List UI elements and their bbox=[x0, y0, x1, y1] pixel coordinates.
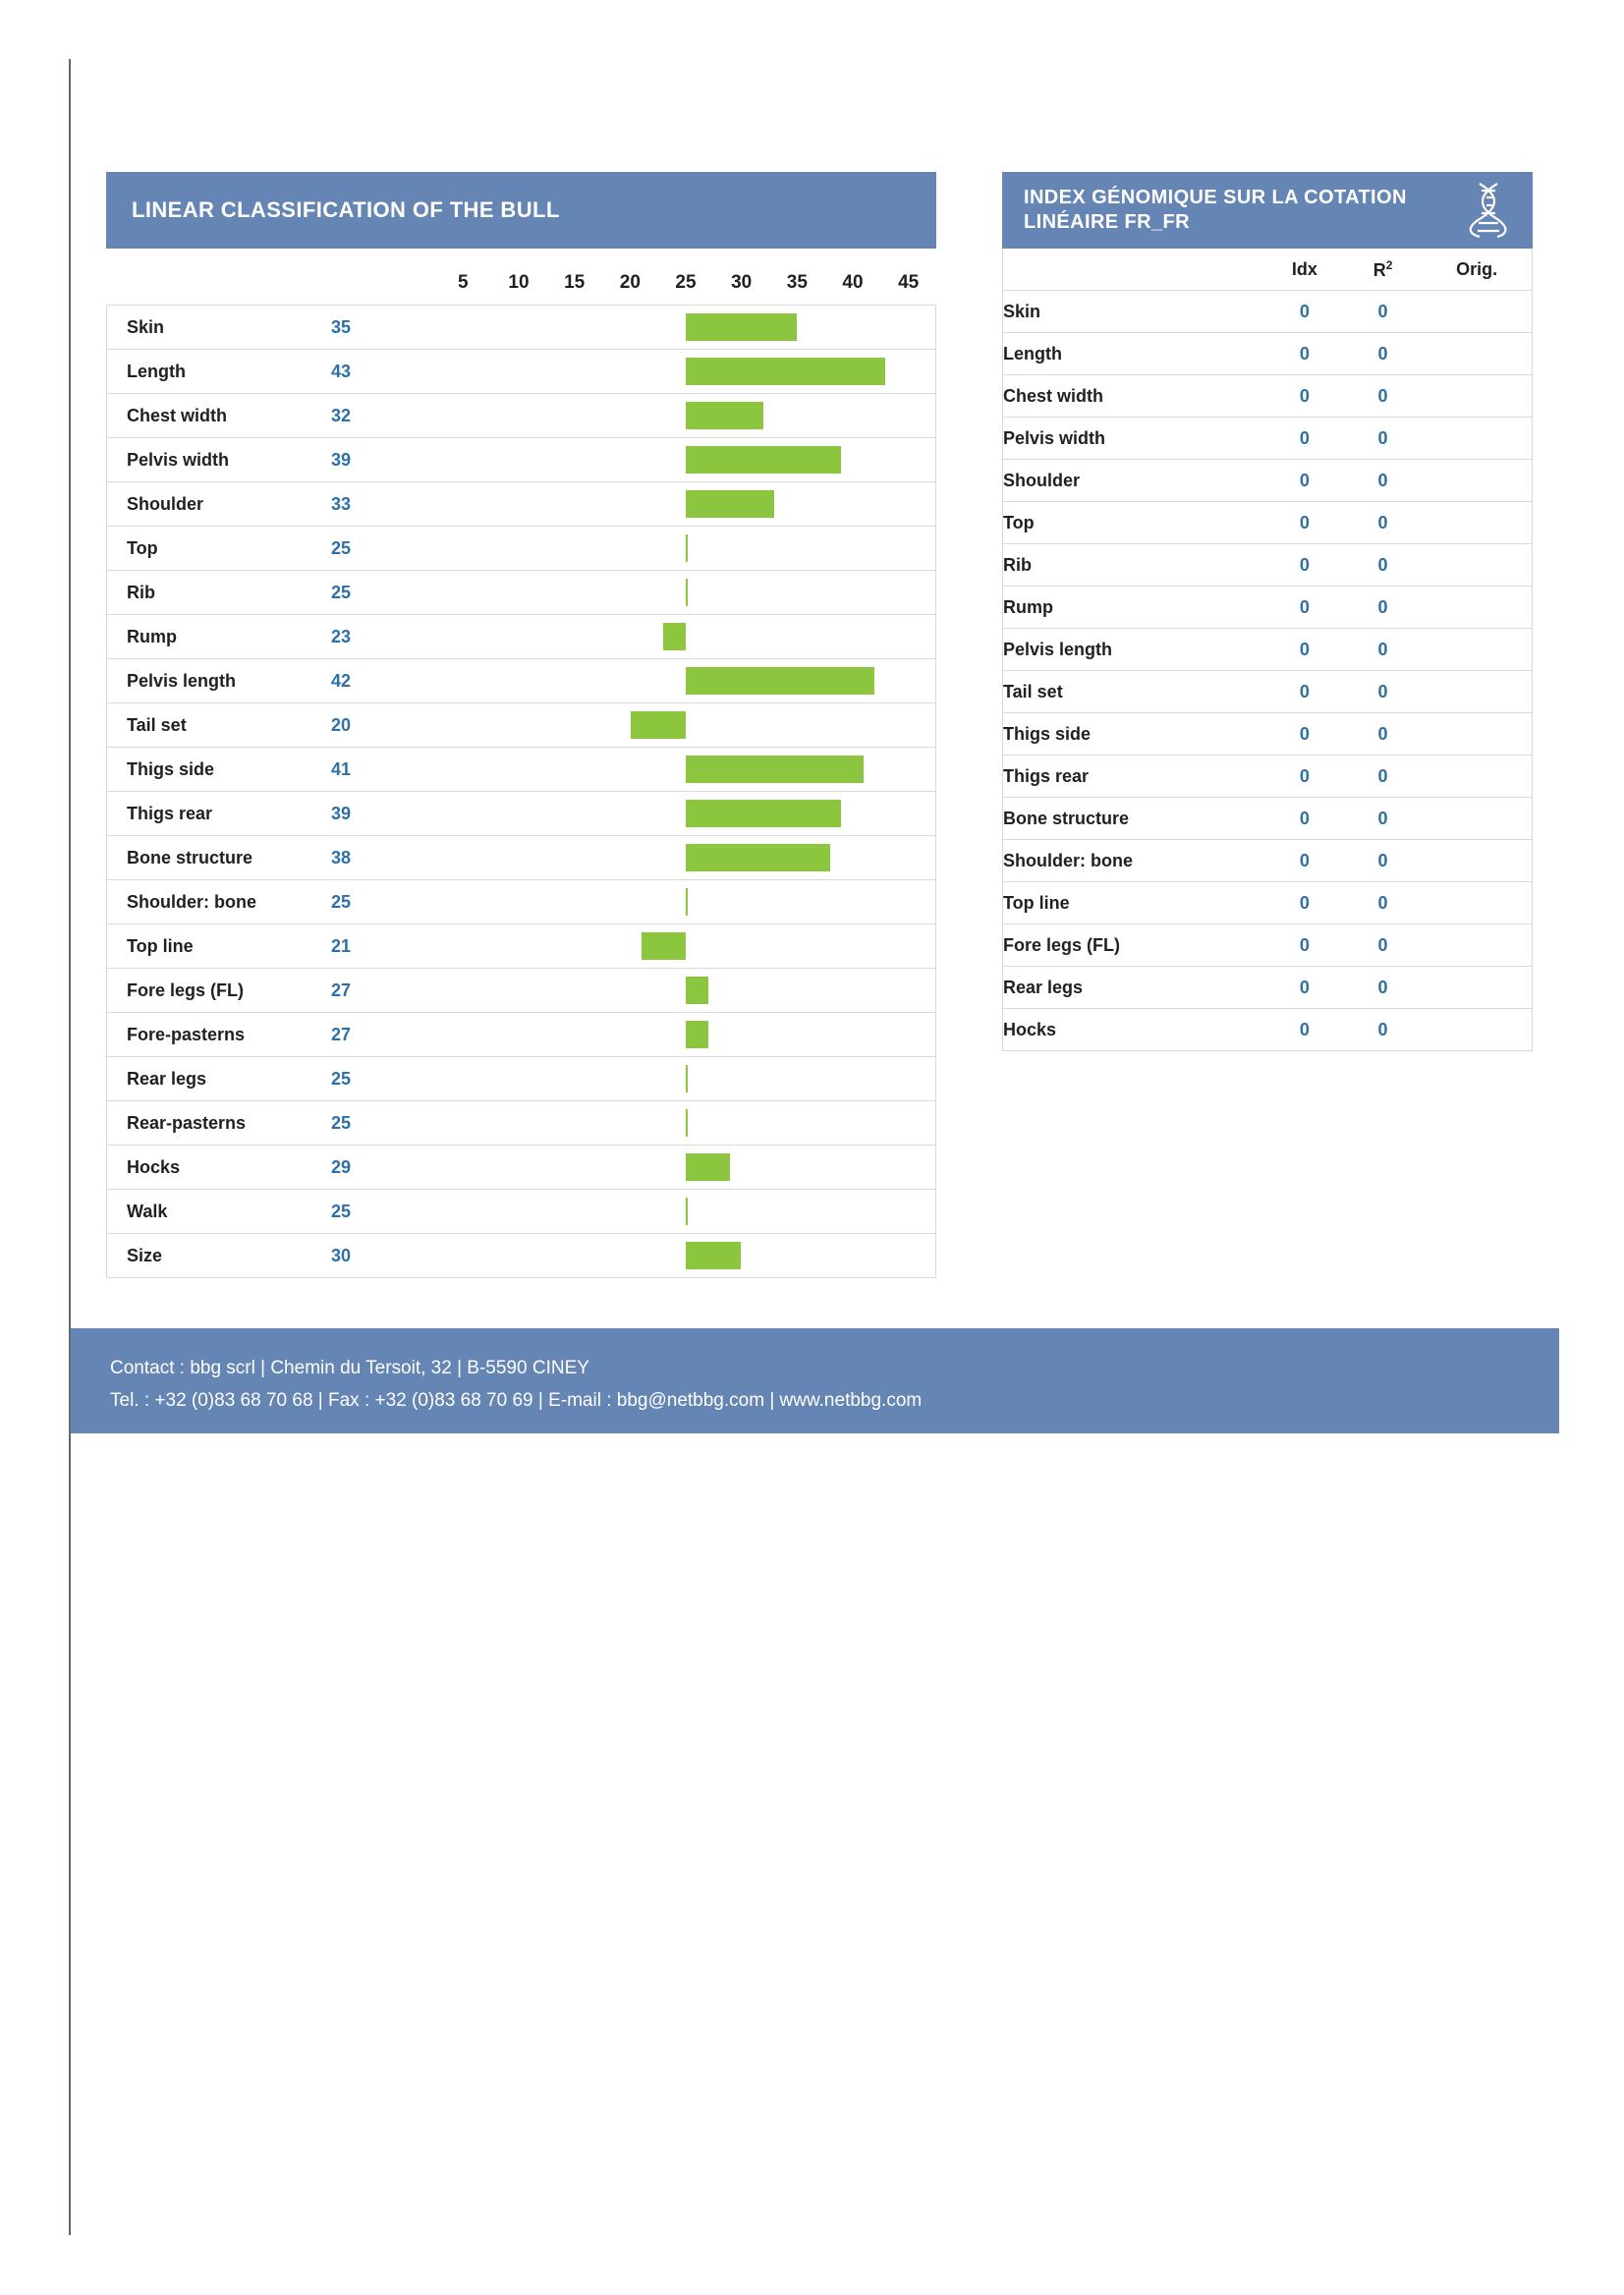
bar-track bbox=[436, 1101, 935, 1145]
trait-value: 43 bbox=[331, 361, 352, 381]
trait-value: 39 bbox=[331, 449, 352, 470]
bar-track bbox=[436, 792, 935, 835]
trait-bar bbox=[686, 490, 774, 518]
index-trait-label: Chest width bbox=[1003, 375, 1266, 418]
linear-row bbox=[107, 305, 935, 349]
trait-bar bbox=[686, 667, 874, 695]
trait-bar bbox=[686, 1242, 741, 1269]
index-r2-value: 0 bbox=[1344, 840, 1423, 882]
index-orig-value bbox=[1422, 713, 1532, 756]
index-r2-value: 0 bbox=[1344, 375, 1423, 418]
index-trait-label: Rump bbox=[1003, 587, 1266, 629]
index-r2-value: 0 bbox=[1344, 924, 1423, 967]
table-row bbox=[1003, 840, 1533, 882]
bar-track bbox=[436, 394, 935, 437]
trait-value: 29 bbox=[331, 1156, 352, 1177]
index-orig-value bbox=[1422, 756, 1532, 798]
index-orig-value bbox=[1422, 544, 1532, 587]
trait-value: 25 bbox=[331, 891, 352, 912]
bar-track bbox=[436, 571, 935, 614]
linear-row bbox=[107, 570, 935, 614]
trait-value: 30 bbox=[331, 1245, 352, 1265]
trait-value: 25 bbox=[331, 537, 352, 558]
trait-label: Size bbox=[127, 1245, 163, 1265]
bar-track bbox=[436, 703, 935, 747]
linear-row bbox=[107, 1056, 935, 1100]
index-r2-value: 0 bbox=[1344, 502, 1423, 544]
bar-track bbox=[436, 482, 935, 526]
index-orig-value bbox=[1422, 1009, 1532, 1051]
table-row bbox=[1003, 798, 1533, 840]
linear-scale-axis bbox=[106, 249, 936, 305]
table-row bbox=[1003, 713, 1533, 756]
index-r2-value: 0 bbox=[1344, 460, 1423, 502]
linear-row bbox=[107, 437, 935, 481]
index-trait-label: Top bbox=[1003, 502, 1266, 544]
trait-bar bbox=[686, 534, 688, 562]
index-table-header-row bbox=[1003, 249, 1533, 291]
linear-row bbox=[107, 747, 935, 791]
bar-track bbox=[436, 1013, 935, 1056]
trait-label: Shoulder: bone bbox=[127, 891, 256, 912]
index-trait-label: Shoulder: bone bbox=[1003, 840, 1266, 882]
bar-track bbox=[436, 438, 935, 481]
trait-value: 20 bbox=[331, 714, 352, 735]
index-trait-label: Skin bbox=[1003, 291, 1266, 333]
trait-label: Fore legs (FL) bbox=[127, 980, 245, 1000]
trait-value: 33 bbox=[331, 493, 352, 514]
bar-track bbox=[436, 350, 935, 393]
trait-label: Rear legs bbox=[127, 1068, 207, 1089]
index-panel-header bbox=[1002, 172, 1533, 249]
linear-classification-panel bbox=[106, 172, 936, 1278]
index-r2-value: 0 bbox=[1344, 333, 1423, 375]
table-row bbox=[1003, 587, 1533, 629]
index-orig-value bbox=[1422, 375, 1532, 418]
bar-track bbox=[436, 1146, 935, 1189]
bar-track bbox=[436, 1234, 935, 1277]
trait-label: Thigs rear bbox=[127, 803, 213, 823]
trait-label: Rear-pasterns bbox=[127, 1112, 247, 1133]
trait-bar bbox=[686, 756, 864, 783]
trait-label: Thigs side bbox=[127, 758, 215, 779]
index-r2-value: 0 bbox=[1344, 798, 1423, 840]
trait-bar bbox=[686, 579, 688, 606]
trait-label: Rib bbox=[127, 582, 155, 602]
index-trait-label: Pelvis length bbox=[1003, 629, 1266, 671]
index-orig-value bbox=[1422, 333, 1532, 375]
linear-row bbox=[107, 1012, 935, 1056]
trait-bar bbox=[686, 402, 763, 429]
index-idx-value: 0 bbox=[1265, 629, 1344, 671]
index-trait-label: Thigs rear bbox=[1003, 756, 1266, 798]
table-row bbox=[1003, 1009, 1533, 1051]
bar-track bbox=[436, 748, 935, 791]
trait-label: Chest width bbox=[127, 405, 227, 425]
index-orig-value bbox=[1422, 502, 1532, 544]
trait-bar bbox=[686, 977, 708, 1004]
trait-value: 42 bbox=[331, 670, 352, 691]
scale-tick: 20 bbox=[619, 272, 641, 293]
table-row bbox=[1003, 333, 1533, 375]
trait-label: Skin bbox=[127, 316, 165, 337]
index-orig-value bbox=[1422, 882, 1532, 924]
trait-value: 23 bbox=[331, 626, 352, 646]
trait-bar bbox=[686, 1109, 688, 1137]
index-idx-value: 0 bbox=[1265, 840, 1344, 882]
index-idx-value: 0 bbox=[1265, 460, 1344, 502]
linear-row bbox=[107, 1145, 935, 1189]
linear-row bbox=[107, 1233, 935, 1277]
scale-tick: 40 bbox=[842, 272, 864, 293]
trait-label: Top line bbox=[127, 935, 194, 956]
index-trait-label: Bone structure bbox=[1003, 798, 1266, 840]
index-trait-label: Tail set bbox=[1003, 671, 1266, 713]
index-idx-value: 0 bbox=[1265, 967, 1344, 1009]
linear-row bbox=[107, 481, 935, 526]
footer-line-contact: Contact : bbg scrl | Chemin du Tersoit, 32 | B-5590 CINEY bbox=[110, 1358, 589, 1378]
trait-value: 38 bbox=[331, 847, 352, 868]
index-orig-value bbox=[1422, 967, 1532, 1009]
scale-tick: 35 bbox=[786, 272, 808, 293]
index-r2-value: 0 bbox=[1344, 587, 1423, 629]
index-idx-value: 0 bbox=[1265, 544, 1344, 587]
bar-track bbox=[436, 924, 935, 968]
linear-row bbox=[107, 658, 935, 702]
index-orig-value bbox=[1422, 671, 1532, 713]
index-idx-value: 0 bbox=[1265, 798, 1344, 840]
trait-value: 25 bbox=[331, 1201, 352, 1221]
index-trait-label: Pelvis width bbox=[1003, 418, 1266, 460]
linear-row bbox=[107, 791, 935, 835]
trait-label: Shoulder bbox=[127, 493, 204, 514]
table-row bbox=[1003, 460, 1533, 502]
index-idx-value: 0 bbox=[1265, 291, 1344, 333]
linear-row bbox=[107, 349, 935, 393]
bar-track bbox=[436, 969, 935, 1012]
page-left-rule bbox=[69, 59, 71, 2235]
index-idx-value: 0 bbox=[1265, 882, 1344, 924]
scale-tick-container bbox=[435, 249, 936, 304]
table-row bbox=[1003, 375, 1533, 418]
scale-tick: 45 bbox=[898, 272, 920, 293]
trait-bar bbox=[663, 623, 686, 650]
index-idx-value: 0 bbox=[1265, 671, 1344, 713]
index-r2-value: 0 bbox=[1344, 291, 1423, 333]
trait-value: 25 bbox=[331, 1068, 352, 1089]
index-idx-value: 0 bbox=[1265, 1009, 1344, 1051]
index-trait-label: Shoulder bbox=[1003, 460, 1266, 502]
linear-panel-title: LINEAR CLASSIFICATION OF THE BULL bbox=[106, 172, 936, 249]
table-row bbox=[1003, 756, 1533, 798]
linear-row bbox=[107, 1100, 935, 1145]
trait-value: 25 bbox=[331, 582, 352, 602]
index-idx-value: 0 bbox=[1265, 418, 1344, 460]
linear-row bbox=[107, 879, 935, 924]
index-col-orig: Orig. bbox=[1422, 249, 1532, 291]
index-panel-title: INDEX GÉNOMIQUE SUR LA COTATION LINÉAIRE FR_FR bbox=[1024, 187, 1407, 233]
bar-track bbox=[436, 880, 935, 924]
linear-row bbox=[107, 702, 935, 747]
trait-label: Fore-pasterns bbox=[127, 1024, 246, 1044]
trait-bar bbox=[686, 358, 885, 385]
index-idx-value: 0 bbox=[1265, 587, 1344, 629]
scale-tick: 15 bbox=[564, 272, 586, 293]
trait-bar bbox=[686, 1021, 708, 1048]
index-trait-label: Thigs side bbox=[1003, 713, 1266, 756]
genomic-index-table bbox=[1002, 249, 1533, 1051]
trait-label: Pelvis width bbox=[127, 449, 230, 470]
scale-tick: 5 bbox=[458, 272, 469, 293]
index-orig-value bbox=[1422, 629, 1532, 671]
index-r2-value: 0 bbox=[1344, 629, 1423, 671]
trait-value: 27 bbox=[331, 1024, 352, 1044]
index-orig-value bbox=[1422, 418, 1532, 460]
index-orig-value bbox=[1422, 587, 1532, 629]
index-col-idx: Idx bbox=[1265, 249, 1344, 291]
index-idx-value: 0 bbox=[1265, 924, 1344, 967]
index-idx-value: 0 bbox=[1265, 375, 1344, 418]
linear-row bbox=[107, 968, 935, 1012]
index-r2-value: 0 bbox=[1344, 544, 1423, 587]
table-row bbox=[1003, 967, 1533, 1009]
bar-track bbox=[436, 615, 935, 658]
index-trait-label: Fore legs (FL) bbox=[1003, 924, 1266, 967]
trait-label: Tail set bbox=[127, 714, 187, 735]
trait-value: 39 bbox=[331, 803, 352, 823]
linear-row bbox=[107, 835, 935, 879]
table-row bbox=[1003, 924, 1533, 967]
trait-label: Rump bbox=[127, 626, 177, 646]
linear-row bbox=[107, 526, 935, 570]
table-row bbox=[1003, 502, 1533, 544]
index-r2-value: 0 bbox=[1344, 756, 1423, 798]
bar-track bbox=[436, 836, 935, 879]
index-idx-value: 0 bbox=[1265, 333, 1344, 375]
index-col-r2: $R^2$ bbox=[1344, 249, 1423, 291]
bar-track bbox=[436, 1057, 935, 1100]
trait-value: 41 bbox=[331, 758, 352, 779]
linear-row bbox=[107, 393, 935, 437]
linear-row bbox=[107, 614, 935, 658]
trait-label: Length bbox=[127, 361, 186, 381]
table-row bbox=[1003, 544, 1533, 587]
contact-footer bbox=[71, 1328, 1559, 1433]
trait-bar bbox=[686, 844, 830, 871]
index-idx-value: 0 bbox=[1265, 502, 1344, 544]
trait-value: 25 bbox=[331, 1112, 352, 1133]
index-trait-label: Rear legs bbox=[1003, 967, 1266, 1009]
trait-value: 27 bbox=[331, 980, 352, 1000]
index-trait-label: Top line bbox=[1003, 882, 1266, 924]
index-trait-label: Length bbox=[1003, 333, 1266, 375]
bar-track bbox=[436, 1190, 935, 1233]
bar-track bbox=[436, 659, 935, 702]
index-orig-value bbox=[1422, 291, 1532, 333]
index-orig-value bbox=[1422, 798, 1532, 840]
trait-label: Hocks bbox=[127, 1156, 181, 1177]
index-trait-label: Hocks bbox=[1003, 1009, 1266, 1051]
table-row bbox=[1003, 629, 1533, 671]
bar-track bbox=[436, 527, 935, 570]
bar-track bbox=[436, 306, 935, 349]
dna-icon bbox=[1466, 182, 1511, 239]
trait-value: 32 bbox=[331, 405, 352, 425]
linear-row bbox=[107, 924, 935, 968]
trait-bar bbox=[686, 446, 841, 474]
trait-bar bbox=[686, 1153, 730, 1181]
trait-label: Top bbox=[127, 537, 158, 558]
trait-bar bbox=[642, 932, 686, 960]
index-r2-value: 0 bbox=[1344, 713, 1423, 756]
trait-bar bbox=[686, 1198, 688, 1225]
scale-tick: 25 bbox=[675, 272, 697, 293]
trait-label: Pelvis length bbox=[127, 670, 237, 691]
footer-line-phone: Tel. : +32 (0)83 68 70 68 | Fax : +32 (0)83 68 70 69 | E-mail : bbg@netbbg.com | www.netbbg.com bbox=[110, 1390, 923, 1412]
index-orig-value bbox=[1422, 840, 1532, 882]
trait-bar bbox=[686, 1065, 688, 1092]
index-r2-value: 0 bbox=[1344, 1009, 1423, 1051]
scale-tick: 30 bbox=[731, 272, 753, 293]
index-table-body bbox=[1003, 291, 1533, 1051]
table-row bbox=[1003, 291, 1533, 333]
index-orig-value bbox=[1422, 460, 1532, 502]
linear-row bbox=[107, 1189, 935, 1233]
trait-label: Bone structure bbox=[127, 847, 253, 868]
index-orig-value bbox=[1422, 924, 1532, 967]
index-col-trait bbox=[1003, 249, 1266, 291]
trait-value: 21 bbox=[331, 935, 352, 956]
index-idx-value: 0 bbox=[1265, 713, 1344, 756]
trait-label: Walk bbox=[127, 1201, 168, 1221]
table-row bbox=[1003, 671, 1533, 713]
index-trait-label: Rib bbox=[1003, 544, 1266, 587]
scale-tick: 10 bbox=[508, 272, 530, 293]
index-r2-value: 0 bbox=[1344, 882, 1423, 924]
trait-bar bbox=[686, 313, 797, 341]
trait-value: 35 bbox=[331, 316, 352, 337]
genomic-index-panel bbox=[1002, 172, 1533, 1051]
index-idx-value: 0 bbox=[1265, 756, 1344, 798]
trait-bar bbox=[631, 711, 686, 739]
index-r2-value: 0 bbox=[1344, 418, 1423, 460]
trait-bar bbox=[686, 888, 688, 916]
trait-bar bbox=[686, 800, 841, 827]
index-r2-value: 0 bbox=[1344, 671, 1423, 713]
table-row bbox=[1003, 882, 1533, 924]
linear-rows-container bbox=[106, 305, 936, 1278]
table-row bbox=[1003, 418, 1533, 460]
index-r2-value: 0 bbox=[1344, 967, 1423, 1009]
